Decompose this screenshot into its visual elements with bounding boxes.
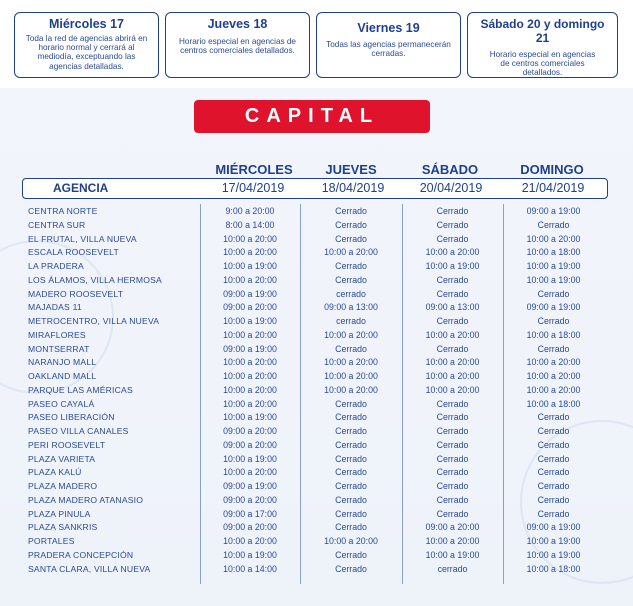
table-row bbox=[0, 356, 633, 370]
thursday-hours: Cerrado bbox=[335, 219, 367, 230]
sunday-hours: Cerrado bbox=[537, 219, 570, 230]
table-row bbox=[0, 439, 633, 453]
agency-name: PORTALES bbox=[28, 536, 75, 546]
notice-title: Sábado 20 y domingo 21 bbox=[480, 17, 605, 45]
thursday-hours: 09:00 a 13:00 bbox=[324, 302, 378, 313]
agency-name: PASEO VILLA CANALES bbox=[28, 426, 129, 436]
wednesday-hours: 09:00 a 19:00 bbox=[223, 288, 277, 299]
sunday-hours: 09:00 a 19:00 bbox=[526, 302, 581, 313]
agency-name: PLAZA VARIETA bbox=[28, 453, 96, 464]
thursday-hours: Cerrado bbox=[335, 233, 367, 244]
sunday-hours: 10:00 a 19:00 bbox=[526, 274, 581, 285]
notice-card-weekend bbox=[467, 12, 618, 78]
thursday-hours: 10:00 a 20:00 bbox=[324, 371, 378, 381]
sunday-hours: Cerrado bbox=[537, 494, 570, 505]
wednesday-hours: 10:00 a 19:00 bbox=[223, 412, 277, 423]
table-row bbox=[0, 494, 633, 508]
thursday-hours: Cerrado bbox=[335, 494, 367, 505]
sunday-hours: 10:00 a 18:00 bbox=[526, 398, 581, 409]
wednesday-hours: 10:00 a 20:00 bbox=[223, 384, 277, 395]
agency-name: PASEO CAYALÁ bbox=[28, 398, 95, 409]
saturday-hours: Cerrado bbox=[436, 494, 469, 505]
saturday-hours: 10:00 a 19:00 bbox=[425, 261, 480, 271]
saturday-hours: 09:00 a 13:00 bbox=[425, 302, 480, 313]
saturday-hours: 10:00 a 19:00 bbox=[425, 549, 480, 560]
notice-text: Todas las agencias permanecerán cerradas. bbox=[326, 40, 451, 59]
agency-name: PRADERA CONCEPCIÓN bbox=[28, 549, 134, 560]
wednesday-hours: 09:00 a 19:00 bbox=[223, 481, 277, 491]
thursday-hours: Cerrado bbox=[335, 467, 367, 478]
sunday-hours: Cerrado bbox=[537, 508, 570, 519]
saturday-hours: Cerrado bbox=[436, 219, 469, 230]
wednesday-hours: 10:00 a 20:00 bbox=[223, 357, 277, 368]
agency-name: ESCALA ROOSEVELT bbox=[28, 247, 119, 258]
saturday-hours: Cerrado bbox=[436, 508, 469, 519]
thursday-hours: Cerrado bbox=[335, 439, 367, 450]
wednesday-hours: 10:00 a 19:00 bbox=[223, 549, 277, 560]
agency-name: MIRAFLORES bbox=[28, 329, 86, 340]
thursday-hours: Cerrado bbox=[335, 549, 367, 560]
date-header: 18/04/2019 bbox=[321, 181, 385, 195]
wednesday-hours: 10:00 a 20:00 bbox=[223, 398, 277, 409]
thursday-hours: Cerrado bbox=[335, 343, 367, 354]
saturday-hours: Cerrado bbox=[436, 233, 469, 244]
thursday-hours: Cerrado bbox=[335, 261, 367, 271]
wednesday-hours: 8:00 a 14:00 bbox=[225, 219, 275, 230]
wednesday-hours: 10:00 a 14:00 bbox=[223, 563, 277, 574]
wednesday-hours: 9:00 a 20:00 bbox=[225, 206, 275, 216]
agency-name: PERI ROOSEVELT bbox=[28, 439, 106, 450]
sunday-hours: Cerrado bbox=[537, 426, 570, 436]
table-row bbox=[0, 205, 633, 219]
notice-title: Miércoles 17 bbox=[48, 17, 125, 31]
agency-name: PLAZA KALÚ bbox=[28, 467, 82, 478]
sunday-hours: 10:00 a 18:00 bbox=[526, 247, 581, 258]
sunday-hours: 10:00 a 20:00 bbox=[526, 357, 581, 368]
agency-name: MADERO ROOSEVELT bbox=[28, 288, 124, 299]
wednesday-hours: 09:00 a 20:00 bbox=[223, 522, 277, 533]
table-row bbox=[0, 466, 633, 480]
wednesday-hours: 10:00 a 20:00 bbox=[223, 274, 277, 285]
sunday-hours: 10:00 a 18:00 bbox=[526, 329, 581, 340]
wednesday-hours: 10:00 a 19:00 bbox=[223, 453, 277, 464]
agency-name: EL FRUTAL, VILLA NUEVA bbox=[28, 233, 137, 244]
wednesday-hours: 09:00 a 19:00 bbox=[223, 343, 277, 354]
table-row bbox=[0, 260, 633, 274]
day-header-wednesday: MIÉRCOLES bbox=[215, 162, 293, 177]
saturday-hours: Cerrado bbox=[436, 439, 469, 450]
wednesday-hours: 09:00 a 20:00 bbox=[223, 494, 277, 505]
table-row bbox=[0, 315, 633, 329]
notice-text: Horario especial en agencias de centros comerciales detallados. bbox=[179, 37, 296, 56]
saturday-hours: Cerrado bbox=[436, 467, 469, 478]
sunday-hours: 09:00 a 19:00 bbox=[526, 522, 581, 533]
table-row bbox=[0, 508, 633, 522]
table-row bbox=[0, 535, 633, 549]
table-row bbox=[0, 480, 633, 494]
table-row bbox=[0, 329, 633, 343]
table-row bbox=[0, 411, 633, 425]
wednesday-hours: 10:00 a 20:00 bbox=[223, 467, 277, 478]
saturday-hours: Cerrado bbox=[436, 316, 469, 326]
agency-name: LA PRADERA bbox=[28, 261, 84, 271]
notice-card-wednesday bbox=[14, 12, 159, 78]
thursday-hours: 10:00 a 20:00 bbox=[324, 357, 378, 368]
saturday-hours: 10:00 a 20:00 bbox=[425, 536, 480, 546]
agency-name: NARANJO MALL bbox=[28, 357, 97, 368]
thursday-hours: cerrado bbox=[336, 288, 366, 299]
agency-name: OAKLAND MALL bbox=[28, 371, 97, 381]
table-row bbox=[0, 343, 633, 357]
wednesday-hours: 10:00 a 20:00 bbox=[223, 371, 277, 381]
agency-name: METROCENTRO, VILLA NUEVA bbox=[28, 316, 160, 326]
wednesday-hours: 10:00 a 19:00 bbox=[223, 316, 277, 326]
thursday-hours: Cerrado bbox=[335, 398, 367, 409]
sunday-hours: 09:00 a 19:00 bbox=[526, 206, 581, 216]
thursday-hours: 10:00 a 20:00 bbox=[324, 384, 378, 395]
notice-card-thursday bbox=[165, 12, 310, 78]
thursday-hours: 10:00 a 20:00 bbox=[324, 536, 378, 546]
sunday-hours: 10:00 a 19:00 bbox=[526, 261, 581, 271]
notice-card-friday bbox=[316, 12, 461, 78]
notice-text: Toda la red de agencias abrirá en horario normal y cerrará al mediodía, exceptuando las agencias detalladas. bbox=[25, 34, 148, 71]
notice-title: Jueves 18 bbox=[207, 17, 268, 31]
agency-column-header: AGENCIA bbox=[53, 181, 109, 195]
table-row bbox=[0, 549, 633, 563]
day-header-sunday: DOMINGO bbox=[520, 162, 584, 177]
notice-title: Viernes 19 bbox=[357, 21, 420, 35]
sunday-hours: Cerrado bbox=[537, 481, 570, 491]
thursday-hours: Cerrado bbox=[335, 426, 367, 436]
wednesday-hours: 09:00 a 20:00 bbox=[223, 302, 277, 313]
thursday-hours: Cerrado bbox=[335, 274, 367, 285]
agency-name: PLAZA PINULA bbox=[28, 508, 91, 519]
notice-text: Horario especial en agencias de centros comerciales detallados. bbox=[489, 50, 596, 78]
agency-name: CENTRA SUR bbox=[28, 219, 86, 230]
sunday-hours: Cerrado bbox=[537, 453, 570, 464]
thursday-hours: Cerrado bbox=[335, 508, 367, 519]
agency-name: PLAZA MADERO bbox=[28, 481, 98, 491]
agency-name: PLAZA MADERO ATANASIO bbox=[28, 494, 144, 505]
table-row bbox=[0, 563, 633, 577]
wednesday-hours: 09:00 a 17:00 bbox=[223, 508, 277, 519]
saturday-hours: 10:00 a 20:00 bbox=[425, 329, 480, 340]
day-header-saturday: SÁBADO bbox=[421, 162, 479, 177]
sunday-hours: 10:00 a 20:00 bbox=[526, 384, 581, 395]
date-header: 20/04/2019 bbox=[419, 181, 483, 195]
table-row bbox=[0, 246, 633, 260]
saturday-hours: 10:00 a 20:00 bbox=[425, 384, 480, 395]
wednesday-hours: 10:00 a 20:00 bbox=[223, 247, 277, 258]
saturday-hours: Cerrado bbox=[436, 481, 469, 491]
table-row bbox=[0, 521, 633, 535]
table-row bbox=[0, 274, 633, 288]
table-row bbox=[0, 398, 633, 412]
sunday-hours: Cerrado bbox=[537, 343, 570, 354]
saturday-hours: Cerrado bbox=[436, 343, 469, 354]
table-row bbox=[0, 370, 633, 384]
saturday-hours: Cerrado bbox=[436, 426, 469, 436]
wednesday-hours: 10:00 a 19:00 bbox=[223, 261, 277, 271]
wednesday-hours: 10:00 a 20:00 bbox=[223, 536, 277, 546]
holiday-notices bbox=[14, 12, 618, 80]
table-header bbox=[22, 178, 608, 199]
thursday-hours: Cerrado bbox=[335, 563, 367, 574]
table-row bbox=[0, 425, 633, 439]
agency-name: MAJADAS 11 bbox=[28, 302, 82, 313]
agency-name: LOS ÁLAMOS, VILLA HERMOSA bbox=[28, 274, 162, 285]
table-row bbox=[0, 233, 633, 247]
thursday-hours: cerrado bbox=[336, 316, 366, 326]
saturday-hours: Cerrado bbox=[436, 288, 469, 299]
sunday-hours: 10:00 a 20:00 bbox=[526, 371, 581, 381]
table-row bbox=[0, 219, 633, 233]
sunday-hours: 10:00 a 19:00 bbox=[526, 536, 581, 546]
saturday-hours: Cerrado bbox=[436, 453, 469, 464]
wednesday-hours: 09:00 a 20:00 bbox=[223, 439, 277, 450]
saturday-hours: Cerrado bbox=[436, 398, 469, 409]
wednesday-hours: 10:00 a 20:00 bbox=[223, 233, 277, 244]
thursday-hours: Cerrado bbox=[335, 453, 367, 464]
wednesday-hours: 09:00 a 20:00 bbox=[223, 426, 277, 436]
sunday-hours: Cerrado bbox=[537, 412, 570, 423]
sunday-hours: 10:00 a 19:00 bbox=[526, 549, 581, 560]
agency-name: MONTSERRAT bbox=[28, 343, 90, 354]
sunday-hours: Cerrado bbox=[537, 288, 570, 299]
sunday-hours: 10:00 a 18:00 bbox=[526, 563, 581, 574]
sunday-hours: 10:00 a 20:00 bbox=[526, 233, 581, 244]
agency-name: CENTRA NORTE bbox=[28, 206, 98, 216]
day-header-thursday: JUEVES bbox=[325, 162, 377, 177]
agency-name: PLAZA SANKRIS bbox=[28, 522, 98, 533]
saturday-hours: 10:00 a 20:00 bbox=[425, 357, 480, 368]
sunday-hours: Cerrado bbox=[537, 467, 570, 478]
thursday-hours: Cerrado bbox=[335, 412, 367, 423]
saturday-hours: Cerrado bbox=[436, 412, 469, 423]
thursday-hours: 10:00 a 20:00 bbox=[324, 247, 378, 258]
thursday-hours: 10:00 a 20:00 bbox=[324, 329, 378, 340]
date-header: 17/04/2019 bbox=[221, 181, 285, 195]
agency-name: SANTA CLARA, VILLA NUEVA bbox=[28, 563, 151, 574]
table-row bbox=[0, 453, 633, 467]
saturday-hours: 10:00 a 20:00 bbox=[425, 247, 480, 258]
date-header: 21/04/2019 bbox=[521, 181, 585, 195]
region-banner: CAPITAL bbox=[194, 100, 430, 133]
saturday-hours: cerrado bbox=[437, 563, 468, 574]
table-row bbox=[0, 384, 633, 398]
agency-name: PARQUE LAS AMÉRICAS bbox=[28, 384, 133, 395]
sunday-hours: Cerrado bbox=[537, 439, 570, 450]
thursday-hours: Cerrado bbox=[335, 206, 367, 216]
agency-name: PASEO LIBERACIÓN bbox=[28, 412, 115, 423]
saturday-hours: Cerrado bbox=[436, 206, 469, 216]
wednesday-hours: 10:00 a 20:00 bbox=[223, 329, 277, 340]
saturday-hours: 09:00 a 20:00 bbox=[425, 522, 480, 533]
thursday-hours: Cerrado bbox=[335, 522, 367, 533]
sunday-hours: Cerrado bbox=[537, 316, 570, 326]
table-row bbox=[0, 301, 633, 315]
saturday-hours: 10:00 a 20:00 bbox=[425, 371, 480, 381]
saturday-hours: Cerrado bbox=[436, 274, 469, 285]
thursday-hours: Cerrado bbox=[335, 481, 367, 491]
table-row bbox=[0, 288, 633, 302]
